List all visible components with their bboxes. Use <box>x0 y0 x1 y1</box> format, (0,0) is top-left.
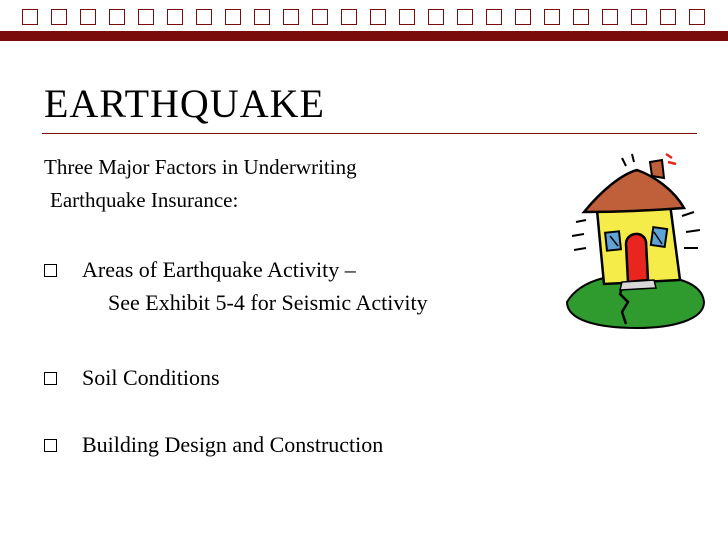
decor-square <box>341 9 357 25</box>
decor-square <box>602 9 618 25</box>
decor-square <box>138 9 154 25</box>
decor-square <box>80 9 96 25</box>
title-divider <box>42 133 697 134</box>
decor-square <box>486 9 502 25</box>
top-decorative-bar <box>0 0 728 44</box>
intro-line-1: Three Major Factors in Underwriting <box>44 155 357 179</box>
decor-square <box>225 9 241 25</box>
bullet-text: Areas of Earthquake Activity – <box>82 257 356 282</box>
square-bullet-icon <box>44 439 57 452</box>
square-bullet-icon <box>44 264 57 277</box>
decor-square <box>109 9 125 25</box>
decor-square <box>631 9 647 25</box>
bullet-text: Building Design and Construction <box>82 432 384 457</box>
intro-text <box>44 151 357 217</box>
square-bullet-icon <box>44 372 57 385</box>
decor-square <box>689 9 705 25</box>
decor-square <box>22 9 38 25</box>
decor-square <box>51 9 67 25</box>
decor-square <box>544 9 560 25</box>
decor-square <box>573 9 589 25</box>
decor-square <box>660 9 676 25</box>
decor-square <box>370 9 386 25</box>
bullet-text: Soil Conditions <box>82 365 220 390</box>
decor-square <box>283 9 299 25</box>
bullet-subtext: See Exhibit 5-4 for Seismic Activity <box>108 290 428 315</box>
intro-line-2: Earthquake Insurance: <box>50 188 239 212</box>
accent-stripe <box>0 31 728 41</box>
cracked-house-icon <box>562 152 707 332</box>
decor-square <box>312 9 328 25</box>
slide-title: EARTHQUAKE <box>44 81 325 126</box>
decor-square <box>196 9 212 25</box>
decor-square <box>428 9 444 25</box>
decor-square <box>399 9 415 25</box>
decor-square <box>457 9 473 25</box>
decor-square <box>254 9 270 25</box>
decor-square <box>167 9 183 25</box>
decor-square <box>515 9 531 25</box>
